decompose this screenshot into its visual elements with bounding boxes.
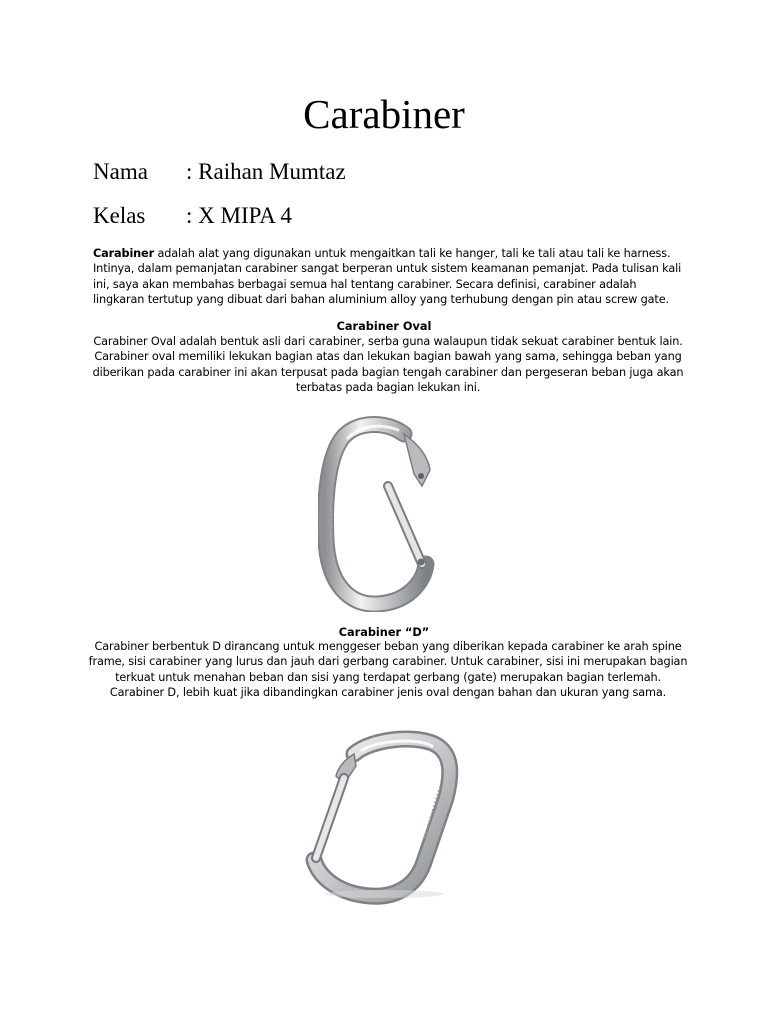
nama-row	[93, 158, 346, 186]
oval-body-text: Carabiner Oval adalah bentuk asli dari carabiner, serba guna walaupun tidak sekuat carabiner bentuk lain. Carabiner oval memiliki lekukan bagian atas dan lekukan bagian bawah yang sama, sehingga beban yang diberikan pada carabiner ini akan terpusat pada bagian tengah carabiner dan pergeseran beban juga akan terbatas pada bagian lekukan ini.	[92, 335, 684, 395]
kelas-row	[93, 202, 292, 230]
oval-section-heading: Carabiner Oval	[336, 320, 432, 333]
intro-text: adalah alat yang digunakan untuk mengaitkan tali ke hanger, tali ke tali atau tali ke harness. Intinya, dalam pemanjatan carabiner sangat berperan untuk sistem keamanan pemanjat. Pada tulisan kali ini, saya akan membahas berbagai semua hal tentang carabiner. Secara definisi, carabiner adalah lingkaran tertutup yang dibuat dari bahan aluminium alloy yang terhubung dengan pin atau screw gate.	[93, 247, 682, 307]
d-section-body	[88, 639, 688, 701]
d-carabiner-image	[300, 726, 468, 906]
nama-value: : Raihan Mumtaz	[186, 159, 346, 184]
nama-label: Nama	[93, 159, 148, 184]
page-title: Carabiner	[303, 91, 465, 137]
intro-bold-term: Carabiner	[93, 247, 154, 260]
d-body-text: Carabiner berbentuk D dirancang untuk menggeser beban yang diberikan kepada carabiner ke arah spine frame, sisi carabiner yang lurus dan jauh dari gerbang carabiner. Untuk carabiner, sisi ini merupakan bagian terkuat untuk menahan beban dan sisi yang terdapat gerbang (gate) merupakan bagian terlemah. Carabiner D, lebih kuat jika dibandingkan carabiner jenis oval dengan bahan dan ukuran yang sama.	[88, 640, 688, 700]
d-carabiner-illustration	[300, 726, 468, 906]
oval-carabiner-image	[318, 414, 450, 612]
oval-section-body	[88, 334, 688, 396]
kelas-label: Kelas	[93, 203, 146, 228]
kelas-value: : X MIPA 4	[186, 203, 292, 228]
intro-paragraph	[93, 246, 683, 308]
oval-carabiner-illustration	[318, 414, 450, 612]
d-section-heading: Carabiner “D”	[338, 626, 430, 639]
